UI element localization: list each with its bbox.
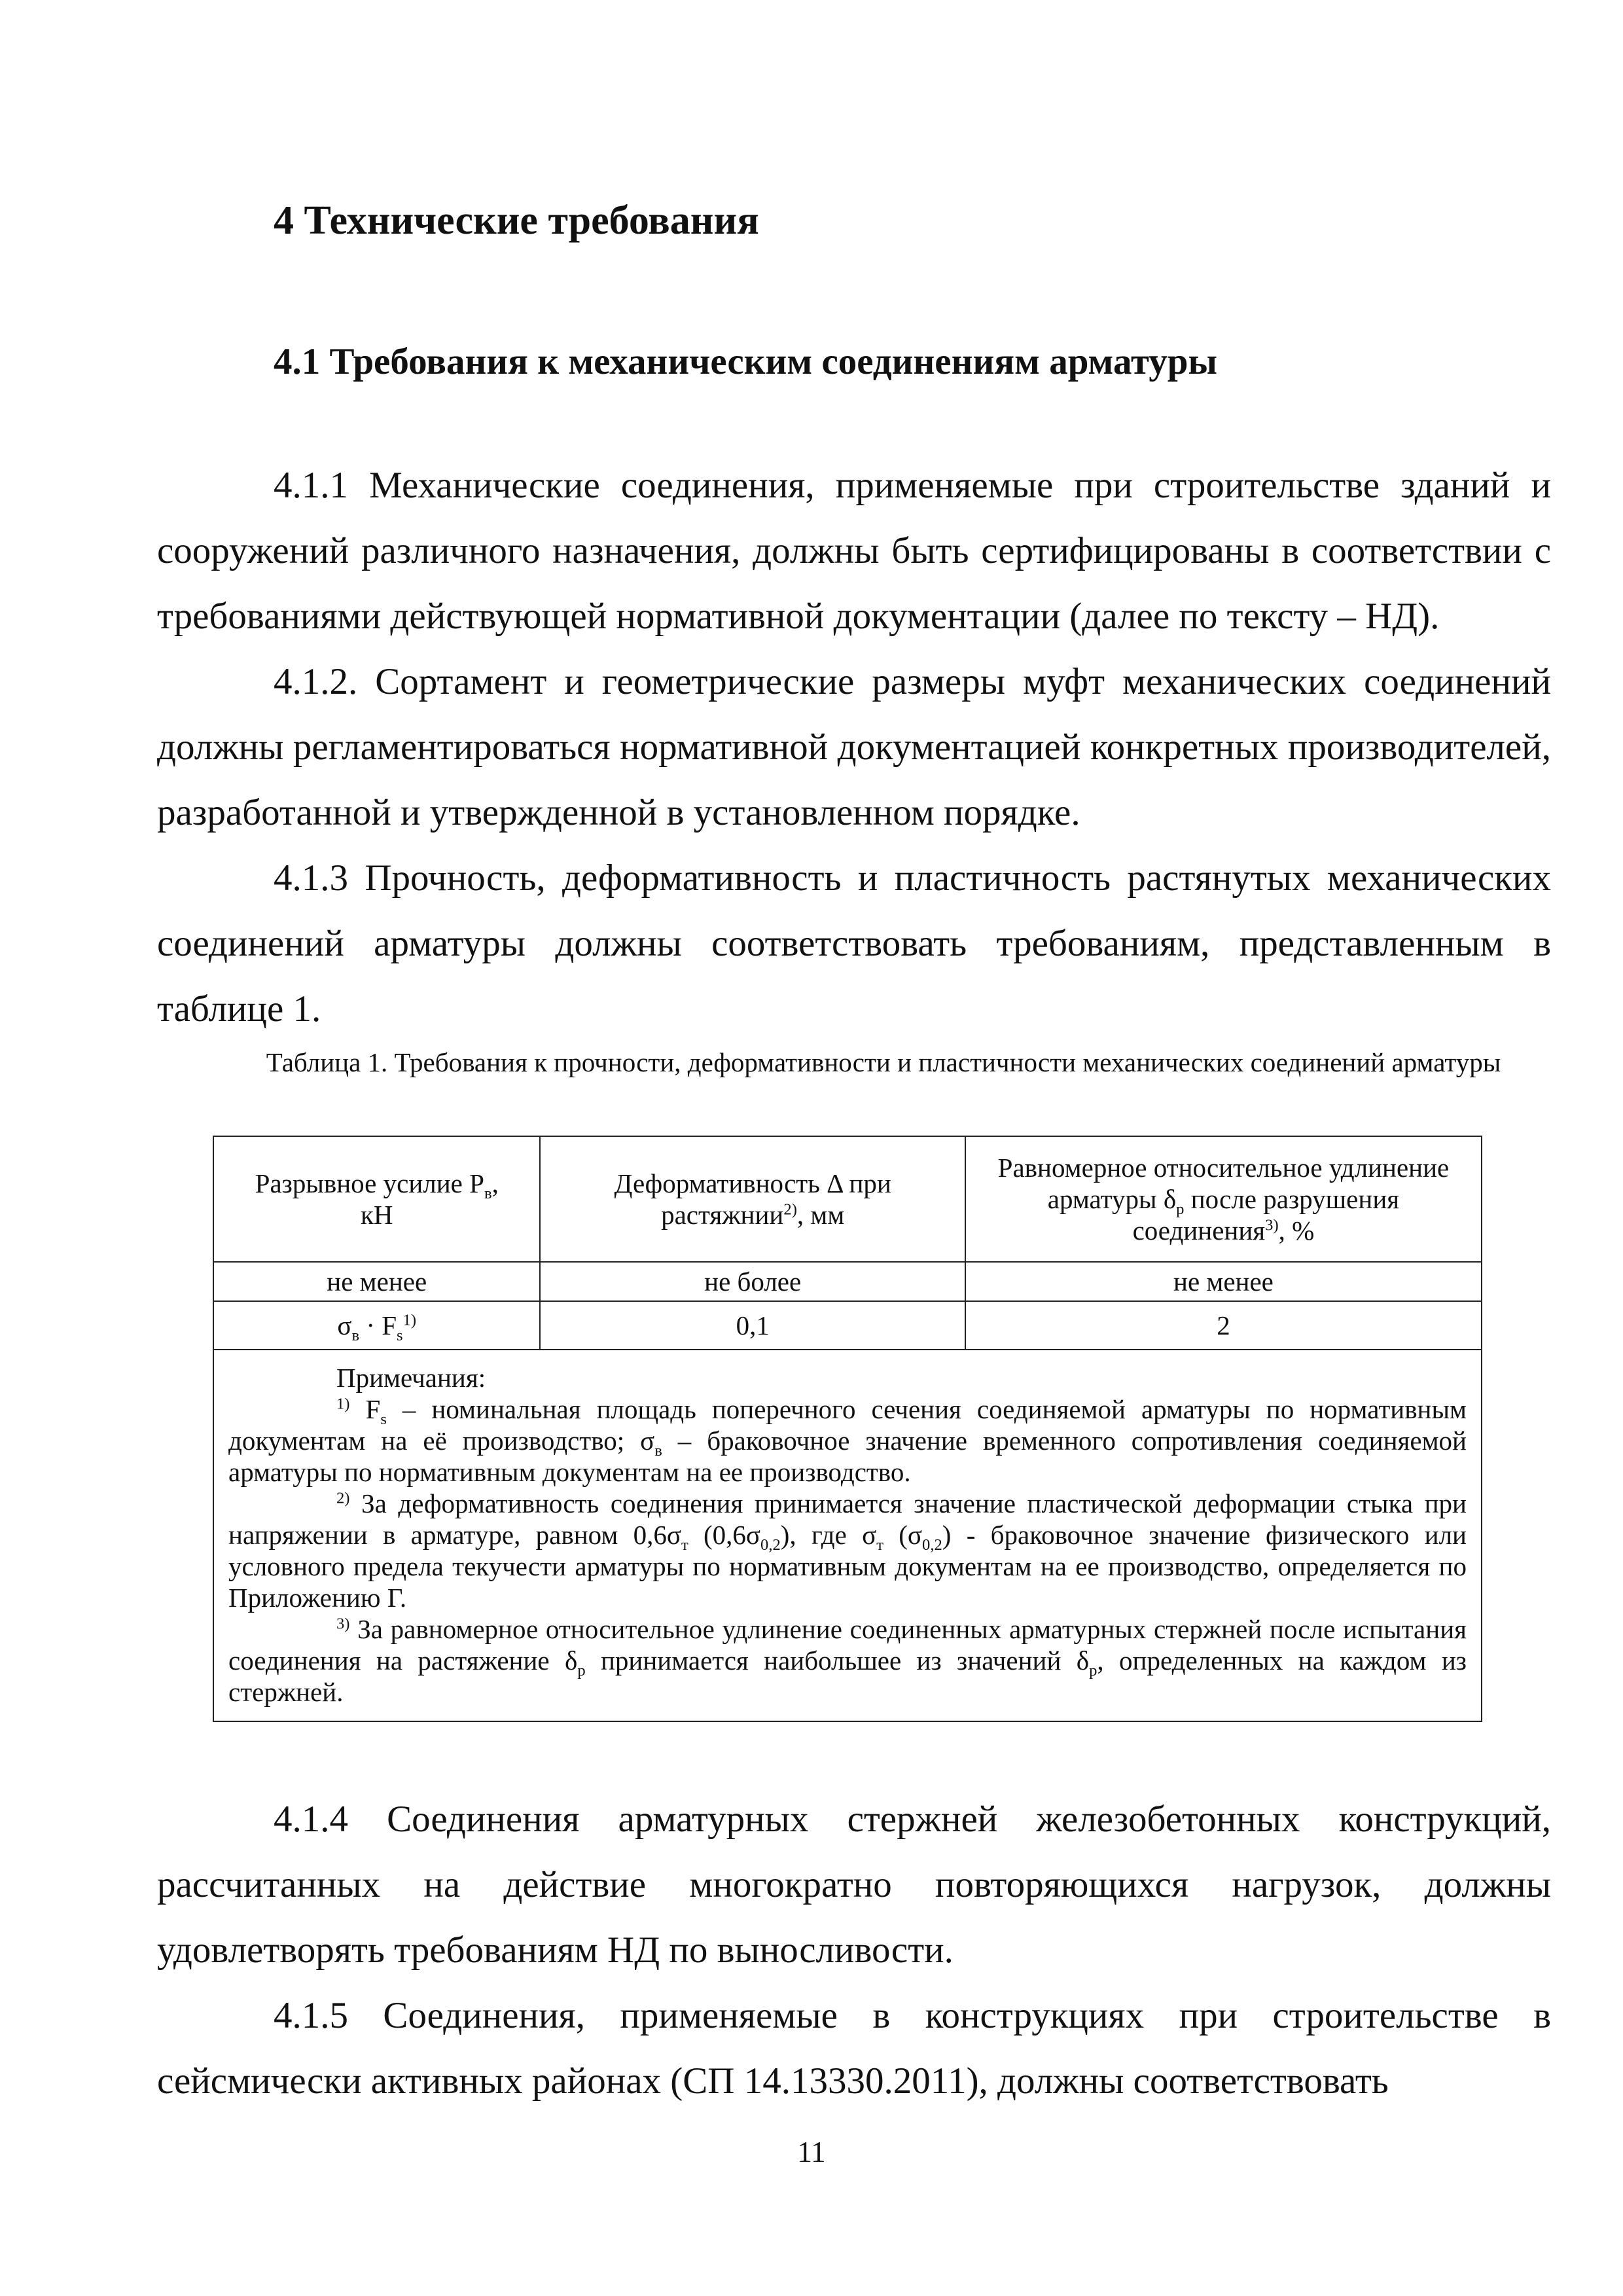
- paragraph-4-1-3: 4.1.3 Прочность, деформативность и пластичность растянутых механических соединений арматуры должны соответствовать требованиям, представленным в таблице 1.: [157, 857, 1551, 1030]
- limit-cell: не менее: [965, 1262, 1482, 1301]
- table-notes: [213, 1350, 1482, 1721]
- paragraph-4-1-1: 4.1.1 Механические соединения, применяемые при строительстве зданий и сооружений различного назначения, должны быть сертифицированы в соответствии с требованиями действующей нормативной документации (далее по тексту – НД).: [157, 465, 1551, 637]
- value-deformability: 0,1: [540, 1301, 965, 1350]
- table-caption: Таблица 1. Требования к прочности, деформативности и пластичности механических соединений арматуры: [266, 1047, 1501, 1077]
- note-2: $^{2)}$ За деформативность соединения принимается значение пластической деформации стыка при напряжении в арматуре, равном $0,6\sigma_т$ $(0,6\sigma_{0,2})$, где $\sigma_т$ $(\sigma_{0,2})$ - браковочное значение физического или условного предела текучести арматуры по нормативным документам на ее производство, определяется по Приложению Г.: [228, 1488, 1467, 1613]
- paragraph-4-1-4: 4.1.4 Соединения арматурных стержней железобетонных конструкций, рассчитанных на действие многократно повторяющихся нагрузок, должны удовлетворять требованиям НД по выносливости.: [157, 1799, 1551, 1971]
- table-values-row: [213, 1301, 1482, 1350]
- value-breaking-force: $\sigma_в \cdot F_s^{1)}$: [213, 1301, 540, 1350]
- value-elongation: 2: [965, 1301, 1482, 1350]
- notes-title: Примечания:: [336, 1363, 486, 1393]
- body-text-top: [157, 453, 1551, 1042]
- table-header-row: [213, 1136, 1482, 1262]
- paragraph-4-1-2: 4.1.2. Сортамент и геометрические размеры муфт механических соединений должны регламентироваться нормативной документацией конкретных производителей, разработанной и утвержденной в установленном порядке.: [157, 661, 1551, 833]
- table-limits-row: [213, 1262, 1482, 1301]
- section-heading: 4 Технические требования: [274, 198, 759, 243]
- note-3: $^{3)}$ За равномерное относительное удлинение соединенных арматурных стержней после испытания соединения на растяжение $\delta_р$ принимается наибольшее из значений $\delta_р$, определенных на каждом из стержней.: [228, 1614, 1467, 1707]
- subsection-heading: 4.1 Требования к механическим соединениям арматуры: [274, 341, 1217, 382]
- header-deformability: Деформативность Δ при растяжнии$^{2)}$, мм: [540, 1136, 965, 1262]
- requirements-table: [213, 1136, 1482, 1722]
- limit-cell: не менее: [213, 1262, 540, 1301]
- paragraph-4-1-5: 4.1.5 Соединения, применяемые в конструкциях при строительстве в сейсмически активных районах (СП 14.13330.2011), должны соответствовать: [157, 1995, 1551, 2102]
- header-breaking-force: Разрывное усилие $P_в$, кН: [213, 1136, 540, 1262]
- note-1: $^{1)}$ $F_s$ – номинальная площадь поперечного сечения соединяемой арматуры по нормативным документам на её производство; $\sigma_в$ – браковочное значение временного сопротивления соединяемой арматуры по нормативным документам на ее производство.: [228, 1394, 1467, 1487]
- body-text-bottom: [157, 1787, 1551, 2114]
- limit-cell: не более: [540, 1262, 965, 1301]
- header-elongation: Равномерное относительное удлинение арматуры $\delta_р$ после разрушения соединения$^{3)}$, %: [965, 1136, 1482, 1262]
- table-notes-row: [213, 1350, 1482, 1721]
- page-number: 11: [797, 2136, 826, 2168]
